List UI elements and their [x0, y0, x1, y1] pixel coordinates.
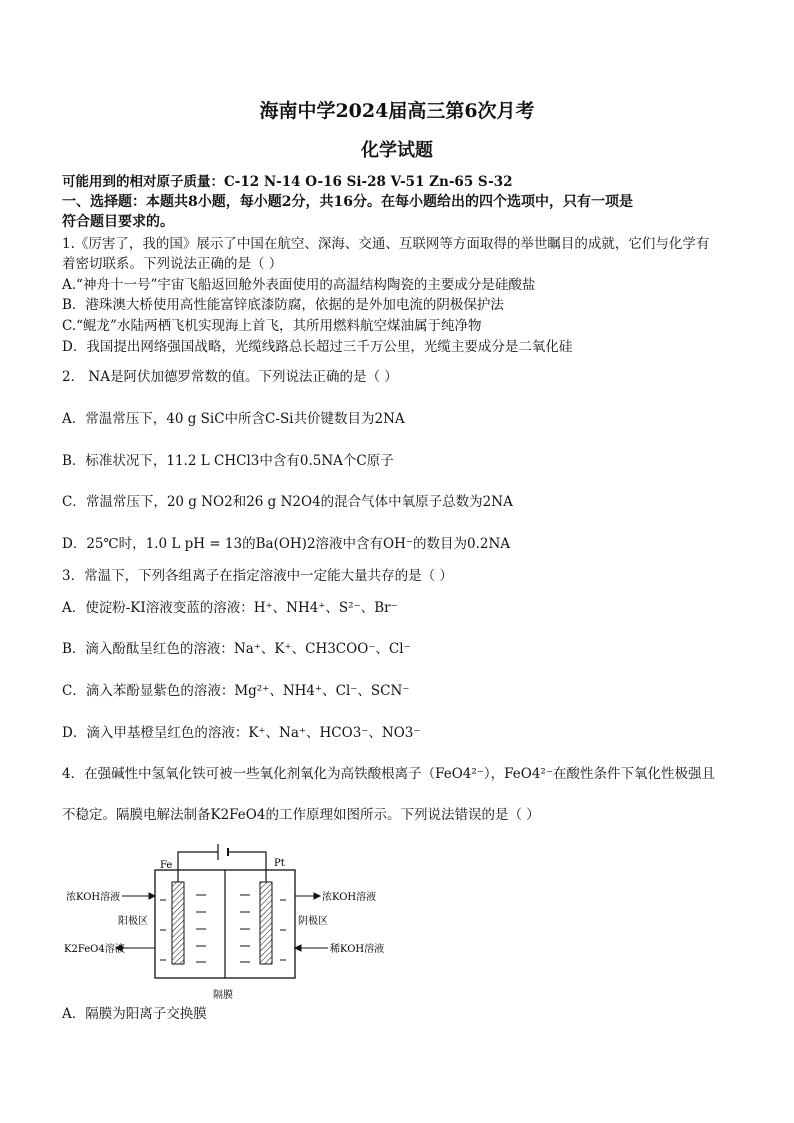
q1-stem-line2: 着密切联系。下列说法正确的是（ ） — [62, 256, 283, 272]
q1-option-d: D．我国提出网络强国战略，光缆线路总长超过三千万公里，光缆主要成分是二氧化硅 — [62, 339, 573, 355]
q1-option-b: B．港珠澳大桥使用高性能富锌底漆防腐，依据的是外加电流的阴极保护法 — [62, 297, 504, 313]
q3-option-b: B．滴入酚酞呈红色的溶液：Na⁺、K⁺、CH3COO⁻、Cl⁻ — [62, 641, 411, 657]
electrolysis-diagram — [60, 840, 420, 1010]
q2-stem: 2． NA是阿伏加德罗常数的值。下列说法正确的是（ ） — [62, 369, 398, 385]
fe-label: Fe — [160, 860, 173, 871]
pt-label: Pt — [274, 858, 285, 869]
q2-option-a: A．常温常压下，40 g SiC中所含C-Si共价键数目为2NA — [62, 411, 405, 427]
right-inlet-label: 稀KOH溶液 — [330, 944, 385, 955]
q3-stem: 3．常温下，下列各组离子在指定溶液中一定能大量共存的是（ ） — [62, 568, 453, 584]
q2-option-c: C．常温常压下，20 g NO2和26 g N2O4的混合气体中氧原子总数为2NA — [62, 494, 513, 510]
exam-subject: 化学试题 — [361, 140, 433, 161]
atomic-masses: 可能用到的相对原子质量：C-12 N-14 O-16 Si-28 V-51 Zn-65 S-32 — [62, 174, 513, 190]
q3-option-d: D．滴入甲基橙呈红色的溶液：K⁺、Na⁺、HCO3⁻、NO3⁻ — [62, 725, 421, 741]
q4-option-a: A．隔膜为阳离子交换膜 — [62, 1006, 207, 1022]
right-outlet-label: 浓KOH溶液 — [322, 892, 377, 903]
q2-option-b: B．标准状况下，11.2 L CHCl3中含有0.5NA个C原子 — [62, 453, 394, 469]
left-outlet-label: K2FeO4溶液 — [64, 944, 125, 955]
q3-option-a: A．使淀粉-KI溶液变蓝的溶液：H⁺、NH4⁺、S²⁻、Br⁻ — [62, 600, 398, 616]
q1-stem-line1: 1.《厉害了，我的国》展示了中国在航空、深海、交通、互联网等方面取得的举世瞩目的成就，它们与化学有 — [62, 236, 710, 252]
q1-option-a: A.“神舟十一号”宇宙飞船返回舱外表面使用的高温结构陶瓷的主要成分是硅酸盐 — [62, 277, 536, 293]
q3-option-c: C．滴入苯酚显紫色的溶液：Mg²⁺、NH4⁺、Cl⁻、SCN⁻ — [62, 683, 410, 699]
pt-electrode — [260, 882, 272, 964]
left-inlet-label: 浓KOH溶液 — [66, 892, 121, 903]
anode-label: 阳极区 — [118, 916, 148, 927]
fe-electrode — [172, 882, 184, 964]
membrane-label: 隔膜 — [213, 990, 233, 1001]
q1-option-c: C.“鲲龙”水陆两栖飞机实现海上首飞，其所用燃料航空煤油属于纯净物 — [62, 318, 482, 334]
q4-stem-line1: 4．在强碱性中氢氧化铁可被一些氧化剂氧化为高铁酸根离子（FeO4²⁻），FeO4²⁻在酸性条件下氧化性极强且 — [62, 766, 715, 782]
section1-heading-line1: 一、选择题：本题共8小题，每小题2分，共16分。在每小题给出的四个选项中，只有一项是 — [62, 194, 633, 210]
section1-heading-line2: 符合题目要求的。 — [62, 214, 174, 230]
q4-stem-line2: 不稳定。隔膜电解法制备K2FeO4的工作原理如图所示。下列说法错误的是（ ） — [62, 807, 540, 823]
q2-option-d: D．25℃时，1.0 L pH = 13的Ba(OH)2溶液中含有OH⁻的数目为0.2NA — [62, 536, 511, 552]
exam-title: 海南中学2024届高三第6次月考 — [259, 100, 535, 122]
power-source — [178, 844, 266, 882]
cathode-label: 阴极区 — [298, 916, 328, 927]
